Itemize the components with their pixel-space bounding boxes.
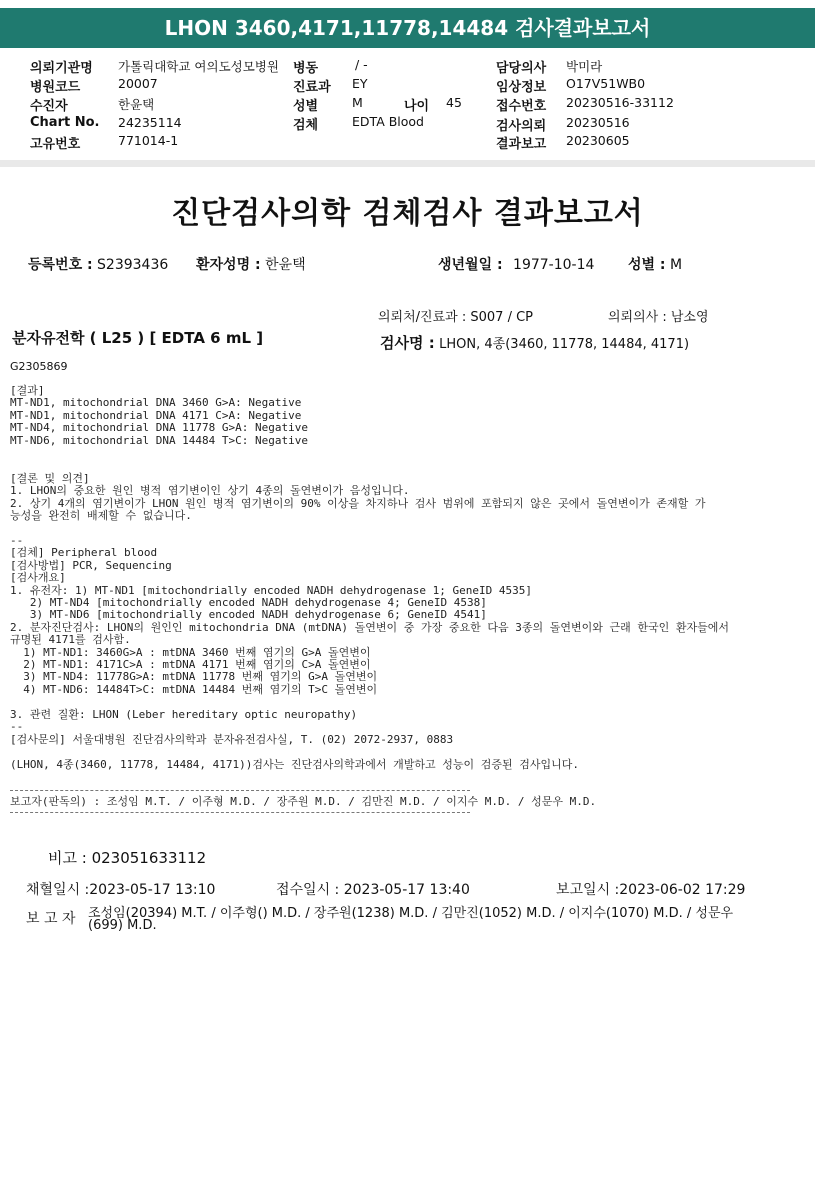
birth-date-value: 1977-10-14 [513, 257, 595, 273]
hospital-label: 의뢰기관명 [30, 61, 93, 76]
request-date-value: 20230516 [566, 115, 630, 130]
reporter-full-continued: (699) M.D. [88, 918, 157, 933]
receipt-value: 2023-05-17 13:40 [343, 882, 470, 898]
unique-no-value: 771014-1 [118, 133, 179, 148]
birth-date-label: 생년월일 : [438, 257, 503, 273]
receipt-label: 접수일시 : [276, 882, 340, 898]
patient-sex [628, 254, 682, 274]
remark-label: 비고 : [48, 849, 87, 867]
clinical-info-label: 임상정보 [496, 80, 547, 95]
hospital-value: 가톨릭대학교 여의도성모병원 [118, 59, 279, 74]
doctor-label: 담당의사 [496, 61, 547, 76]
remark-value: 023051633112 [91, 849, 207, 867]
report-time [556, 879, 745, 899]
patient-name-value: 한윤택 [265, 257, 306, 273]
conclusion-block: [결론 및 의견] 1. LHON의 중요한 원인 병적 염기변이인 상기 4종의 돌연변이가 음성입니다. 2. 상기 4개의 염기변이가 LHON 원인 병적 염기변이의 90% 이상을 차지하나 검사 범위에 포함되지 않은 곳에서 돌연변이가 존재할 가 능성을 완전히 배제할 수 없습니다. [10, 472, 706, 523]
dashed-rule-top [10, 790, 470, 791]
receipt-time [276, 879, 470, 899]
report-value: 2023-06-02 17:29 [619, 882, 746, 898]
hospital-code-value: 20007 [118, 76, 158, 91]
request-doctor: 의뢰의사 : 남소영 [608, 310, 709, 325]
patient-value: 한윤택 [118, 97, 155, 112]
remark [48, 847, 206, 868]
report-label: 보고일시 : [556, 882, 620, 898]
hospital-code-label: 병원코드 [30, 80, 81, 95]
patient-sex-value: M [669, 257, 683, 273]
dashed-rule-bottom [10, 812, 470, 813]
ward-label: 병동 [293, 61, 319, 76]
section-title: 분자유전학 ( L25 ) [ EDTA 6 mL ] [12, 329, 264, 347]
specimen-id: G2305869 [10, 360, 68, 373]
chart-no-label: Chart No. [30, 115, 100, 130]
request-dept: 의뢰처/진료과 : S007 / CP [378, 310, 533, 325]
request-date-label: 검사의뢰 [496, 119, 547, 134]
sex-label: 성별 [293, 99, 319, 114]
receipt-no-value: 20230516-33112 [566, 95, 674, 110]
specimen-label: 검체 [293, 118, 319, 133]
patient-name [196, 254, 306, 274]
registration-value: S2393436 [97, 257, 169, 273]
registration-label: 등록번호 : [28, 257, 93, 273]
report-date-value: 20230605 [566, 133, 630, 148]
banner [0, 0, 815, 52]
patient-sex-label: 성별 : [628, 257, 666, 273]
doctor-value: 박미라 [566, 59, 603, 74]
method-block: -- [검체] Peripheral blood [검사방법] PCR, Sequencing [검사개요] 1. 유전자: 1) MT-ND1 [mitochondrially encoded NADH dehydrogenase 1; GeneID 4535] 2) MT-ND4 [mitochondrially encoded NADH dehydrogenase 4; GeneID 4538] 3) MT-ND6 [mitochondrially encoded NADH dehydrogenase 6; GeneID 4541] 2. 분자진단검사: LHON의 원인인 mitochondria DNA (mtDNA) 돌연변이 중 가장 중요한 다음 3종의 돌연변이와 근래 한국인 환자들에서 규명된 4171를 검사함. 1) MT-ND1: 3460G>A : mtDNA 3460 번째 염기의 G>A 돌연변이 2) MT-ND1: 4171C>A : mtDNA 4171 번째 염기의 C>A 돌연변이 3) MT-ND4: 11778G>A: mtDNA 11778 번째 염기의 G>A 돌연변이 4) MT-ND6: 14484T>C: mtDNA 14484 번째 염기의 T>C 돌연변이 3. 관련 질환: LHON (Leber hereditary optic neuropathy) -- [검사문의] 서울대병원 진단검사의학과 분자유전검사실, T. (02) 2072-2937, 0883 [10, 534, 730, 746]
collection-value: 2023-05-17 13:10 [89, 882, 216, 898]
patient-name-label: 환자성명 : [196, 257, 261, 273]
age-label: 나이 [404, 99, 430, 114]
test-name-label: 검사명 : [380, 334, 435, 352]
test-name-value: LHON, 4종(3460, 11778, 14484, 4171) [439, 337, 690, 352]
patient-label: 수진자 [30, 99, 68, 114]
report-title: 진단검사의학 검체검사 결과보고서 [171, 196, 644, 231]
report-date-label: 결과보고 [496, 137, 547, 152]
reporter-full: 조성임(20394) M.T. / 이주형() M.D. / 장주원(1238) M.D. / 김만진(1052) M.D. / 이지수(1070) M.D. / 성문우 [88, 906, 734, 921]
age-value: 45 [446, 95, 462, 110]
header-divider [0, 160, 815, 167]
reporter-line: 보고자(판독의) : 조성임 M.T. / 이주형 M.D. / 장주원 M.D. / 김만진 M.D. / 이지수 M.D. / 성문우 M.D. [10, 795, 597, 808]
results-block: [결과] MT-ND1, mitochondrial DNA 3460 G>A: Negative MT-ND1, mitochondrial DNA 4171 C>A: Negative MT-ND4, mitochondrial DNA 11778 G>A: Negative MT-ND6, mitochondrial DNA 14484 T>C: Negative [10, 384, 309, 447]
unique-no-label: 고유번호 [30, 137, 81, 152]
dept-label: 진료과 [293, 80, 331, 95]
dept-value: EY [352, 76, 368, 91]
registration-number [28, 254, 168, 274]
clinical-info-value: O17V51WB0 [566, 76, 646, 91]
ward-value: / - [355, 57, 368, 72]
collection-label: 채혈일시 : [26, 882, 90, 898]
validation-note: (LHON, 4종(3460, 11778, 14484, 4171))검사는 진단검사의학과에서 개발하고 성능이 검증된 검사입니다. [10, 758, 580, 771]
chart-no-value: 24235114 [118, 115, 182, 130]
receipt-no-label: 접수번호 [496, 99, 547, 114]
collection-time [26, 879, 215, 899]
specimen-value: EDTA Blood [352, 114, 424, 129]
sex-value: M [352, 95, 363, 110]
reporter-label: 보 고 자 [26, 911, 76, 927]
banner-title: LHON 3460,4171,11778,14484 검사결과보고서 [0, 8, 815, 48]
birth-date [438, 254, 594, 274]
test-name [380, 332, 689, 353]
